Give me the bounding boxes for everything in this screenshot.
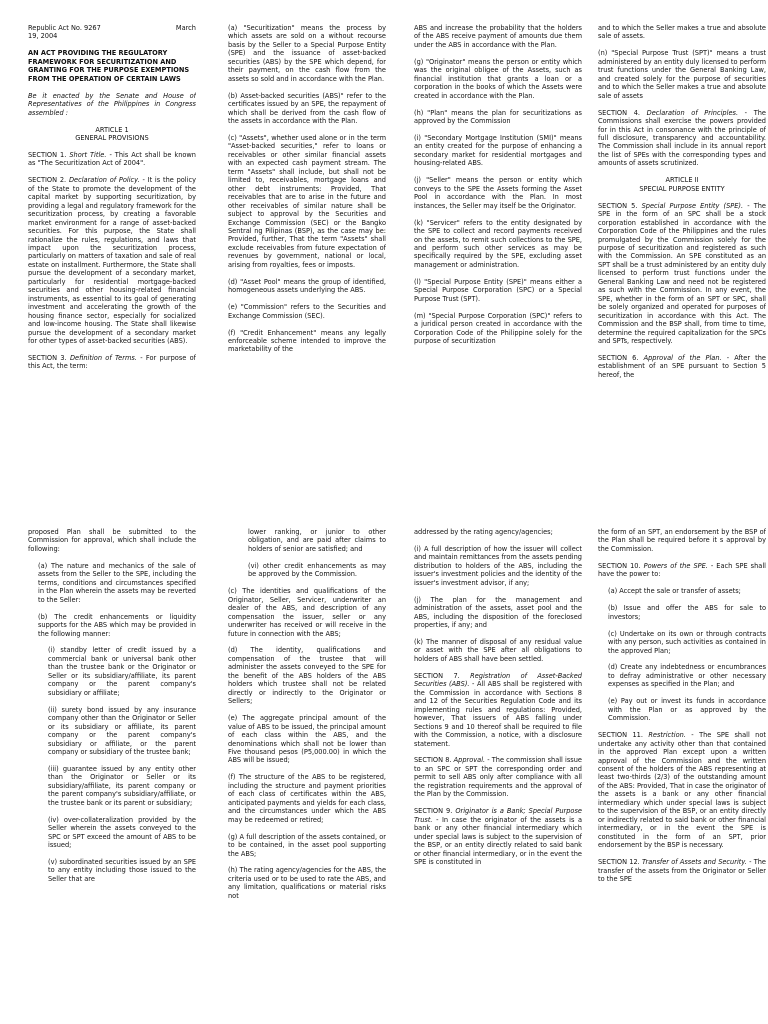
paragraph: the form of an SPT, an endorsement by the BSP of the Plan shall be required before it s approval by the Commission.: [598, 528, 766, 553]
column-4-top: [598, 24, 766, 500]
list-item: (ii) surety bond issued by any insurance company other than the Originator or Seller or its subsidiary or affiliate, its parent company or the parent company's subsidiary or affiliate, or the parent company or subsidiary of the trustee bank;: [48, 705, 196, 756]
section-10: [598, 562, 766, 579]
section-4-title: Declaration of Principles.: [646, 108, 739, 117]
definition-paragraph: (k) "Servicer" refers to the entity designated by the SPE to collect and record payments received on the assets, to remit such collections to the SPE, and perform such other services as may be specifically required by the SPE, excluding asset management or administration.: [414, 218, 582, 269]
section-8-text: - The commission shall issue to an SPC or SPT the corresponding order and permit to sell ABS only after compliance with all the registration requirements and the approval of the Plan by the Commission.: [414, 756, 582, 799]
document-header: [28, 24, 196, 32]
section-5: [598, 202, 766, 346]
section-1-label: SECTION 1.: [28, 150, 67, 159]
definition-paragraph: (j) "Seller" means the person or entity which conveys to the SPE the Assets forming the Asset Pool in accordance with the Plan. In most instances, the Seller may itself be the Originator.: [414, 176, 582, 210]
definition-paragraph: (d) "Asset Pool" means the group of identified, homogeneous assets underlying the ABS.: [228, 277, 386, 295]
definition-paragraph: (n) "Special Purpose Trust (SPT)" means a trust administered by an entity duly licensed to perform trust functions under the General Banking Law, and created solely for the purpose of securities and to which the Seller makes a true and absolute sale of assets: [598, 49, 766, 100]
date-rest: 19, 2004: [28, 32, 58, 41]
section-9-title: Originator is a Bank; Special Purpose Trust.: [414, 807, 582, 824]
section-2: [28, 176, 196, 345]
list-item: (d) Create any indebtedness or encumbrances to defray administrative or other necessary expenses as specified in the Plan; and: [608, 663, 766, 689]
section-6: [598, 354, 766, 379]
section-3: [28, 354, 196, 371]
list-item: (i) A full description of how the issuer will collect and maintain remittances from the assets pending distribution to holders of the ABS, including the issuer's investment policies and the identity of the issuer's investment advisor, if any;: [414, 544, 582, 587]
list-item: (c) Undertake on its own or through contracts with any person, such activities as contained in the approved Plan;: [608, 629, 766, 655]
section-11-title: Restriction.: [648, 731, 686, 740]
section-2-text: - It is the policy of the State to promote the development of the capital market by supporting securitization, by providing a legal and regulatory framework for the securitization process, by creating a favorable market environment for a range of asset-backed securities. For this purpose, the State shall rationalize the rules, regulations, and laws that impact upon the securitization process, particularly on matters of taxation and sale of real estate on installment. Furthermore, the State shall pursue the development of a secondary market, particularly for residential mortgage-backed securities and other housing-related financial instruments, as essential to its goal of generating investment and accelerating the growth of the housing finance sector, especially for socialized and low-income housing. The State shall likewise pursue the development of a secondary market for other types of asset-backed securities (ABS).: [28, 176, 196, 345]
list-item: (iv) over-collateralization provided by the Seller wherein the assets conveyed to the SPC or SPT exceed the amount of ABS to be issued;: [48, 815, 196, 850]
article-2-subheading: SPECIAL PURPOSE ENTITY: [639, 184, 725, 193]
definition-paragraph: (e) "Commission" refers to the Securities and Exchange Commission (SEC).: [228, 303, 386, 320]
definition-paragraph: (i) "Secondary Mortgage Institution (SMI)" means an entity created for the purpose of enhancing a secondary market for residential mortgages and housing-related ABS.: [414, 134, 582, 168]
section-10-label: SECTION 10.: [598, 561, 641, 570]
section-1-title: Short Title.: [69, 150, 107, 159]
section-4-text: - The Commissions shall exercise the powers provided for in this Act in consonance with the principle of full disclosure, transparency and accountability. The Commission shall include in its annual report the list of SPEs with the corresponding types and amounts of assets scrutinized.: [598, 108, 766, 168]
article-1-heading: [28, 126, 196, 143]
section-12: [598, 858, 766, 883]
section-8-label: SECTION 8.: [414, 756, 452, 765]
column-3-top: [414, 24, 582, 500]
section-11-label: SECTION 11.: [598, 731, 643, 740]
definition-paragraph: (f) "Credit Enhancement" means any legally enforceable scheme intended to improve the marketability of the: [228, 328, 386, 354]
section-4: [598, 109, 766, 168]
section-6-title: Approval of the Plan.: [643, 353, 722, 362]
section-10-text: - Each SPE shall have the power to:: [598, 561, 766, 579]
section-2-title: Declaration of Policy.: [68, 176, 140, 185]
section-11-text: - The SPE shall not undertake any activity other than that contained in the approved Plan except upon a written approval of the Commission and the written consent of the holders of the ABS representing at least two-thirds (2/3) of the outstanding amount of the ABS: Provided, That in case the originator of the assets is a bank or any other financial intermediary which under special laws is subject to the supervision of the BSP, or an entity directly or indirectly related to said bank or other financial intermediary, or in the event the SPE is constituted in the form of an SPT, prior endorsement by the BSP is necessary.: [598, 731, 766, 850]
section-1-text: - This Act shall be known as "The Securitization Act of 2004".: [28, 150, 196, 168]
list-item: (iii) guarantee issued by any entity other than the Originator or Seller or its subsidiary/affiliate, its parent company or the parent company's subsidiary/affiliate, or the trustee bank or its parent or subsidiary;: [48, 764, 196, 807]
list-item: (vi) other credit enhancements as may be approved by the Commission.: [248, 561, 386, 579]
section-4-label: SECTION 4.: [598, 108, 640, 117]
definition-paragraph: ABS and increase the probability that the holders of the ABS receive payment of amounts due them under the ABS in accordance with the Plan.: [414, 24, 582, 49]
list-item: (a) The nature and mechanics of the sale of assets from the Seller to the SPE, including the terms, conditions and circumstances specified in the Plan wherein the assets may be reverted to the Seller:: [38, 561, 196, 604]
section-9-label: SECTION 9.: [414, 807, 453, 816]
section-12-text: - The transfer of the assets from the Originator or Seller to the SPE: [598, 858, 766, 883]
section-12-title: Transfer of Assets and Security.: [642, 858, 747, 867]
article-1-subheading: GENERAL PROVISIONS: [75, 134, 149, 143]
paragraph: and to which the Seller makes a true and absolute sale of assets.: [598, 24, 766, 41]
section-1: [28, 151, 196, 168]
list-item: (h) The rating agency/agencies for the ABS, the criteria used or to be used to rate the ABS, and any limitation, qualifications or material risks not: [228, 866, 386, 900]
list-item: (i) standby letter of credit issued by a commercial bank or universal bank other than the trustee bank or the Originator or Seller or its subsidiary/affiliate, its parent company or the parent company's subsidiary or affiliate;: [48, 646, 196, 697]
list-item: (e) Pay out or invest its funds in accordance with the Plan or as approved by the Commission.: [608, 697, 766, 723]
enacting-clause: Be it enacted by the Senate and House of Representatives of the Philippines in Congress assembled :: [28, 91, 196, 117]
section-3-text: - For purpose of this Act, the term:: [28, 353, 196, 371]
list-item: (d) The identity, qualifications and compensation of the trustee that will administer the assets conveyed to the SPE for the benefit of the ABS holders of the ABS holders which trustee shall not be related directly or indirectly to the Originator or Sellers;: [228, 646, 386, 706]
top-band: [0, 24, 768, 500]
column-1-bottom: [28, 528, 196, 1014]
definition-paragraph: (l) "Special Purpose Entity (SPE)" means either a Special Purpose Corporation (SPC) or a Special Purpose Trust (SPT).: [414, 277, 582, 303]
definition-paragraph: (b) Asset-backed securities (ABS)" refer to the certificates issued by an SPE, the repayment of which shall be derived from the cash flow of the assets in accordance with the Plan.: [228, 91, 386, 126]
article-2-heading: [598, 176, 766, 193]
section-9: [414, 807, 582, 866]
section-3-title: Definition of Terms.: [69, 353, 137, 362]
section-9-text: - In case the originator of the assets is a bank or any other financial intermediary which under special laws is subject to the supervision of the BSP, or an entity directly related to said bank or other financial intermediary, or in the event the SPE is constituted in: [414, 815, 582, 866]
definition-paragraph: (m) "Special Purpose Corporation (SPC)" refers to a juridical person created in accordance with the Corporation Code of the Philippine solely for the purpose of securitization: [414, 311, 582, 346]
list-item: (a) Accept the sale or transfer of assets;: [608, 587, 741, 596]
list-item: (f) The structure of the ABS to be registered, including the structure and payment priorities of each class of certificates within the ABS, anticipated payments and yields for each class, and the circumstances under which the ABS may be redeemed or retired;: [228, 773, 386, 824]
date-month: March: [175, 24, 196, 32]
article-2-label: ARTICLE II: [665, 176, 699, 185]
section-10-title: Powers of the SPE.: [643, 561, 708, 570]
list-item: (b) Issue and offer the ABS for sale to investors;: [608, 604, 766, 621]
list-item: lower ranking, or junior to other obligation, and are paid after claims to holders of senior are satisfied; and: [248, 528, 386, 553]
column-2-top: [228, 24, 386, 500]
act-title: AN ACT PROVIDING THE REGULATORY FRAMEWORK FOR SECURITIZATION AND GRANTING FOR THE PURPOSE EXEMPTIONS FROM THE OPERATION OF CERTAIN LAWS: [28, 49, 190, 83]
section-5-label: SECTION 5.: [598, 201, 638, 210]
section-6-label: SECTION 6.: [598, 353, 639, 362]
section-6-text: - After the establishment of an SPE pursuant to Section 5 hereof, the: [598, 353, 766, 379]
definition-paragraph: (h) "Plan" means the plan for securitizations as approved by the Commission: [414, 108, 582, 126]
act-number: Republic Act No. 9267: [28, 24, 101, 32]
section-2-label: SECTION 2.: [28, 176, 67, 185]
list-item: (e) The aggregate principal amount of the value of ABS to be issued, the principal amount of each class within the ABS, and the denominations which shall not be lower than Five thousand pesos (P5,000.00) in which the ABS will be issued;: [228, 714, 386, 765]
section-7-title: Registration of Asset-Backed Securities (ABS).: [414, 671, 582, 689]
list-item: (c) The identities and qualifications of the Originator, Seller, Servicer, underwriter an dealer of the ABS, and description of any compensation the issuer, seller or any underwriter has received or will receive in the future in connection with the ABS;: [228, 587, 386, 638]
section-5-text: - The SPE in the form of an SPC shall be a stock corporation established in accordance with the Corporation Code of the Philippines and the rules promulgated by the Commission solely for the purpose of securitization and registered as such with the Commission. An SPE constituted as an SPT shall be a trust administered by an entity duly licensed to perform trust functions under the General Banking Law and need not be registered as such with the Commission. In any event, the SPE, whether in the form of an SPT or SPC, shall be solely organized and operated for purposes of securitization in accordance with this Act. The Commission and the BSP shall, from time to time, determine the required capitalization for the SPCs and SPTs, respectively.: [598, 201, 766, 345]
list-item: (k) The manner of disposal of any residual value or asset with the SPE after all obligations to holders of ABS shall have been settled.: [414, 638, 582, 663]
section-7-label: SECTION 7.: [414, 671, 460, 680]
list-item: (v) subordinated securities issued by an SPE to any entity including those issued to the Seller that are: [48, 858, 196, 883]
column-3-bottom: [414, 528, 582, 1014]
definition-paragraph: (a) "Securitization" means the process by which assets are sold on a without recourse basis by the Seller to a Special Purpose Entity (SPE) and the issuance of asset-backed securities (ABS) by the SPE which depend, for their payment, on the cash flow from the assets so sold and in accordance with the Plan.: [228, 24, 386, 83]
article-1-label: ARTICLE 1: [95, 125, 129, 134]
definition-paragraph: (g) "Originator" means the person or entity which was the original obligee of the Assets, such as financial institution that grants a loan or a corporation in the books of which the Assets were created in accordance with the Plan.: [414, 57, 582, 100]
section-5-title: Special Purpose Entity (SPE).: [641, 201, 744, 210]
list-item: (b) The credit enhancements or liquidity supports for the ABS which may be provided in the following manner:: [38, 612, 196, 638]
section-7-text: - All ABS shall be registered with the Commission in accordance with Sections 8 and 12 of the Securities Regulation Code and its implementing rules and regulations: Provided, however, That issuers of ABS falling under Sections 9 and 10 thereof shall be required to file with the Commission, a notice, with a disclosure statement.: [414, 680, 582, 748]
column-4-bottom: [598, 528, 766, 1014]
section-3-label: SECTION 3.: [28, 353, 67, 362]
section-8-title: Approval.: [453, 756, 486, 765]
definition-paragraph: (c) "Assets", whether used alone or in the term "Asset-backed securities," refer to loans or receivables or other similar financial assets with an expected cash payment stream. The term "Assets" shall include, but shall not be limited to, receivables, mortgage loans and other debt instruments: Provided, That receivables that are to arise in the future and other receivables of similar nature shall be subject to approval by the Securities and Exchange Commission (SEC) or the Bangko Sentral ng Pilipinas (BSP), as the case may be: Provided, further, That the term "Assets" shall exclude receivables from future expectation of revenues by government, national or local, arising from royalties, fees or imposts.: [228, 133, 386, 269]
paragraph: addressed by the rating agency/agencies;: [414, 528, 553, 536]
list-item: (g) A full description of the assets contained, or to be contained, in the asset pool supporting the ABS;: [228, 832, 386, 858]
section-7: [414, 672, 582, 748]
paragraph: proposed Plan shall be submitted to the Commission for approval, which shall include the following:: [28, 528, 196, 553]
section-8: [414, 756, 582, 798]
column-1-top: [28, 24, 196, 500]
section-12-label: SECTION 12.: [598, 858, 640, 867]
column-2-bottom: [228, 528, 386, 1014]
section-11: [598, 731, 766, 849]
bottom-band: [0, 528, 768, 1014]
list-item: (j) The plan for the management and administration of the assets, asset pool and the ABS, including the disposition of the foreclosed properties, if any; and: [414, 595, 582, 630]
